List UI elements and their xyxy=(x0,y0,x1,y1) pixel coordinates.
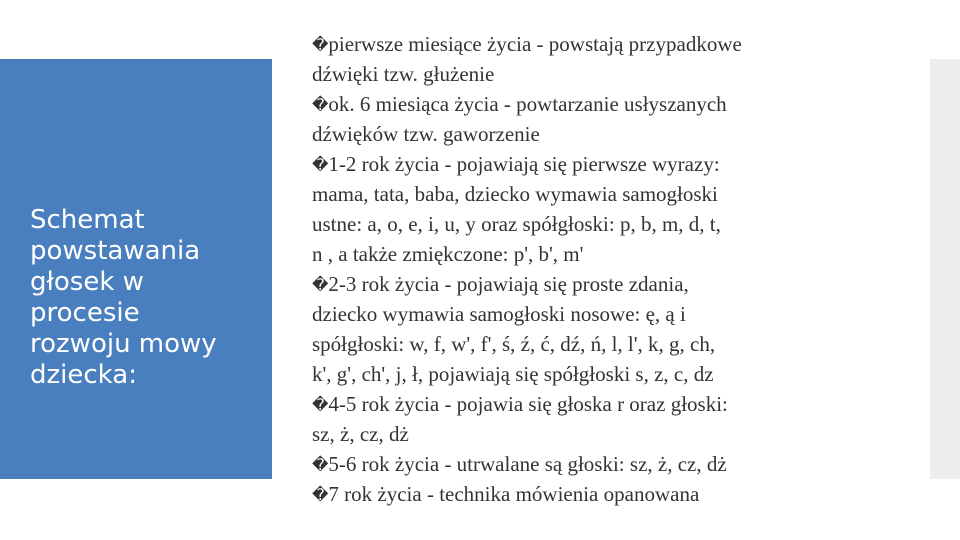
side-scrollbar[interactable] xyxy=(930,59,960,479)
text-line: mama, tata, baba, dziecko wymawia samogłoski xyxy=(312,182,718,206)
text-line: ustne: a, o, e, i, u, y oraz spółgłoski: p, b, m, d, t, xyxy=(312,212,721,236)
text-line: spółgłoski: w, f, w', f', ś, ź, ć, dź, ń, l, l', k, g, ch, xyxy=(312,332,716,356)
text-line: dziecko wymawia samogłoski nosowe: ę, ą i xyxy=(312,302,686,326)
bullet-glyph: � xyxy=(312,395,329,414)
text-line: �7 rok życia - technika mówienia opanowana xyxy=(312,482,700,506)
content-text xyxy=(312,29,882,509)
text-line: �1-2 rok życia - pojawiają się pierwsze wyrazy: xyxy=(312,152,720,176)
text-line: �4-5 rok życia - pojawia się głoska r oraz głoski: xyxy=(312,392,728,416)
text-line: dźwięków tzw. gaworzenie xyxy=(312,122,540,146)
title-panel xyxy=(0,59,272,479)
text-line: dźwięki tzw. głużenie xyxy=(312,62,495,86)
slide-title: Schemat powstawania głosek w procesie rozwoju mowy dziecka: xyxy=(30,205,217,390)
bullet-glyph: � xyxy=(312,35,329,54)
text-line: �2-3 rok życia - pojawiają się proste zdania, xyxy=(312,272,689,296)
text-line: sz, ż, cz, dż xyxy=(312,422,409,446)
bullet-glyph: � xyxy=(312,455,329,474)
bullet-glyph: � xyxy=(312,95,329,114)
bullet-glyph: � xyxy=(312,155,329,174)
text-line: n , a także zmiękczone: p', b', m' xyxy=(312,242,584,266)
text-line: k', g', ch', j, ł, pojawiają się spółgłoski s, z, c, dz xyxy=(312,362,714,386)
bullet-glyph: � xyxy=(312,485,329,504)
bullet-glyph: � xyxy=(312,275,329,294)
text-line: �ok. 6 miesiąca życia - powtarzanie usłyszanych xyxy=(312,92,727,116)
text-line: �5-6 rok życia - utrwalane są głoski: sz, ż, cz, dż xyxy=(312,452,727,476)
text-line: �pierwsze miesiące życia - powstają przypadkowe xyxy=(312,32,742,56)
